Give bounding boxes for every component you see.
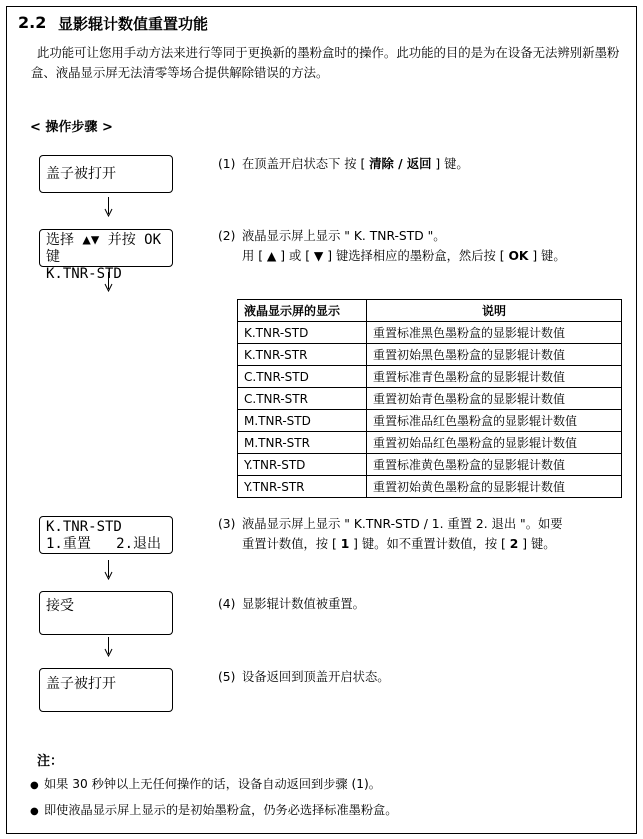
step-3: (3) 液晶显示屏上显示 " K.TNR-STD / 1. 重置 2. 退出 "。如要 重置计数值，按 [ 1 ] 键。如不重置计数值，按 [ 2 ] 键。 [218, 514, 563, 554]
step-number: (3) [218, 517, 236, 531]
table-cell: 重置初始黄色墨粉盒的显影辊计数值 [367, 476, 622, 498]
intro-paragraph: 此功能可让您用手动方法来进行等同于更换新的墨粉盒时的操作。此功能的目的是为在设备无法辨别新墨粉盒、液晶显示屏无法清零等场合提供解除错误的方法。 [31, 45, 620, 80]
step-number: (2) [218, 229, 236, 243]
table-row [238, 322, 622, 344]
table-header: 液晶显示屏的显示 [238, 300, 367, 322]
lcd-line: K.TNR-STD [46, 266, 122, 282]
display-table [237, 299, 622, 498]
table-header-row [238, 300, 622, 322]
table-cell: Y.TNR-STR [238, 476, 367, 498]
key-name: 2 [509, 537, 519, 551]
key-name: 1 [340, 537, 350, 551]
table-row [238, 366, 622, 388]
lcd-screen-3 [39, 516, 173, 554]
step-4: (4) 显影辊计数值被重置。 [218, 594, 365, 614]
lcd-screen-4 [39, 591, 173, 635]
table-row [238, 432, 622, 454]
key-name: 清除 / 返回 [369, 157, 432, 171]
table-cell: 重置初始品红色墨粉盒的显影辊计数值 [367, 432, 622, 454]
table-cell: C.TNR-STR [238, 388, 367, 410]
lcd-line: K.TNR-STD [46, 519, 122, 535]
note-item: ● 即使液晶显示屏上显示的是初始墨粉盒，仍务必选择标准墨粉盒。 [30, 803, 398, 817]
table-cell: 重置标准青色墨粉盒的显影辊计数值 [367, 366, 622, 388]
lcd-screen-1 [39, 155, 173, 193]
notes-label: 注： [37, 754, 64, 769]
table-row [238, 476, 622, 498]
table-cell: 重置初始青色墨粉盒的显影辊计数值 [367, 388, 622, 410]
lcd-line: 接受 [46, 598, 74, 614]
lcd-line: 选择 ▲▼ 并按 OK 键 [46, 232, 162, 265]
key-name: OK [508, 249, 529, 263]
step-number: (1) [218, 157, 236, 171]
step-number: (4) [218, 597, 236, 611]
table-header: 说明 [367, 300, 622, 322]
table-cell: M.TNR-STD [238, 410, 367, 432]
table-cell: C.TNR-STD [238, 366, 367, 388]
down-arrow-icon [104, 197, 113, 217]
table-cell: K.TNR-STD [238, 322, 367, 344]
table-cell: 重置标准黄色墨粉盒的显影辊计数值 [367, 454, 622, 476]
lcd-screen-2 [39, 229, 173, 282]
table-row [238, 344, 622, 366]
section-number: 2.2 [18, 13, 47, 32]
table-cell: 重置初始黑色墨粉盒的显影辊计数值 [367, 344, 622, 366]
table-row [238, 454, 622, 476]
table-cell: 重置标准黑色墨粉盒的显影辊计数值 [367, 322, 622, 344]
down-arrow-icon [104, 272, 113, 292]
note-item: ● 如果 30 秒钟以上无任何操作的话，设备自动返回到步骤 (1)。 [30, 777, 381, 791]
table-cell: K.TNR-STR [238, 344, 367, 366]
step-2: (2) 液晶显示屏上显示 " K. TNR-STD "。 用 [ ▲ ] 或 [ ▼ ] 键选择相应的墨粉盒，然后按 [ OK ] 键。 [218, 226, 566, 266]
section-title: 显影辊计数值重置功能 [58, 15, 209, 33]
lcd-line: 盖子被打开 [46, 676, 116, 692]
step-1: (1) 在顶盖开启状态下 按 [ 清除 / 返回 ] 键。 [218, 154, 469, 174]
lcd-screen-5 [39, 668, 173, 712]
step-number: (5) [218, 670, 236, 684]
table-cell: 重置标准品红色墨粉盒的显影辊计数值 [367, 410, 622, 432]
table-row [238, 388, 622, 410]
steps-heading: < 操作步骤 > [30, 120, 113, 135]
lcd-line: 盖子被打开 [46, 166, 116, 182]
lcd-line: 1.重置 2.退出 [46, 536, 162, 552]
bullet-icon: ● [30, 806, 39, 817]
down-arrow-icon [104, 560, 113, 580]
table-row [238, 410, 622, 432]
bullet-icon: ● [30, 780, 39, 791]
step-5: (5) 设备返回到顶盖开启状态。 [218, 667, 390, 687]
table-cell: M.TNR-STR [238, 432, 367, 454]
table-cell: Y.TNR-STD [238, 454, 367, 476]
down-arrow-icon [104, 637, 113, 657]
